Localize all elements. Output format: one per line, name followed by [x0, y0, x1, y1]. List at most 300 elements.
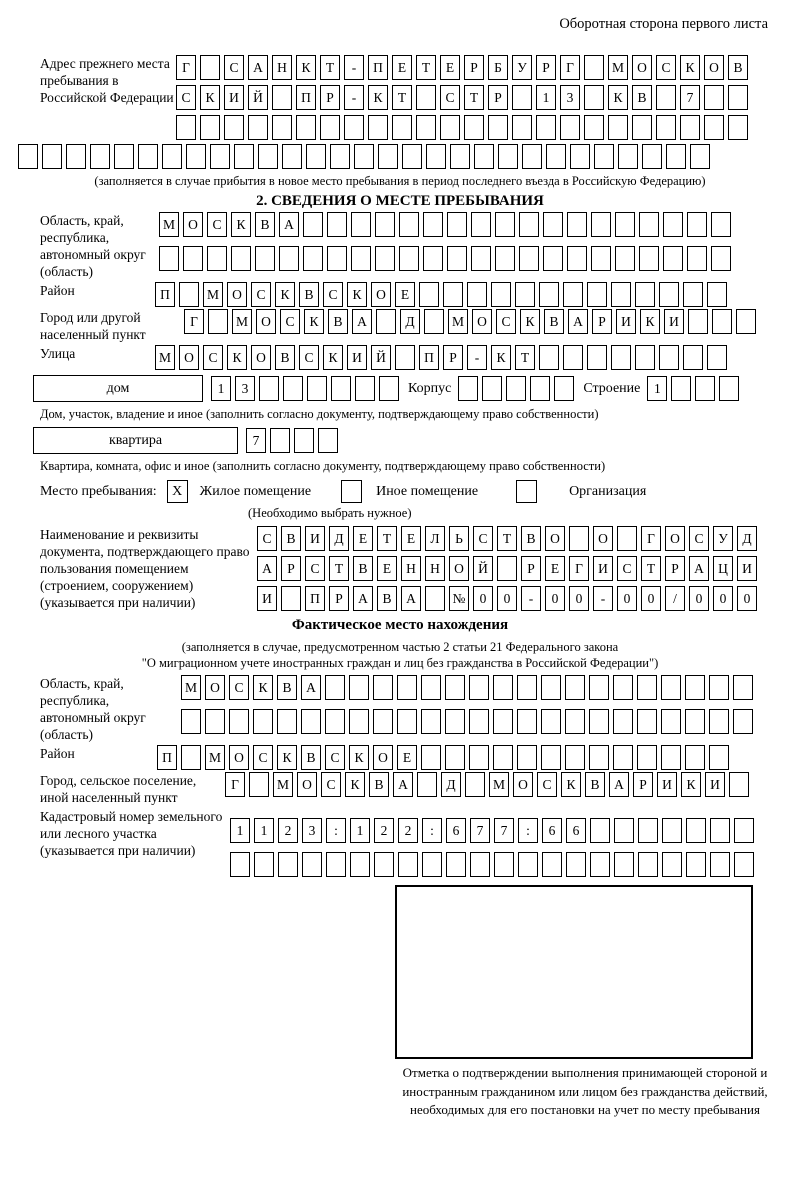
char-box[interactable]: [443, 282, 463, 307]
char-box[interactable]: [642, 144, 662, 169]
char-box[interactable]: О: [513, 772, 533, 797]
char-box[interactable]: [661, 709, 681, 734]
char-box[interactable]: Г: [225, 772, 245, 797]
char-box[interactable]: Г: [569, 556, 589, 581]
char-box[interactable]: [301, 709, 321, 734]
char-box[interactable]: С: [224, 55, 244, 80]
char-box[interactable]: О: [472, 309, 492, 334]
char-box[interactable]: А: [568, 309, 588, 334]
char-box[interactable]: С: [176, 85, 196, 110]
char-box[interactable]: [344, 115, 364, 140]
char-box[interactable]: 0: [497, 586, 517, 611]
char-box[interactable]: [258, 144, 278, 169]
char-box[interactable]: 3: [560, 85, 580, 110]
char-box[interactable]: Г: [560, 55, 580, 80]
char-box[interactable]: Н: [401, 556, 421, 581]
char-box[interactable]: С: [323, 282, 343, 307]
char-box[interactable]: О: [297, 772, 317, 797]
checkbox-inoe[interactable]: [341, 480, 362, 503]
char-box[interactable]: [495, 212, 515, 237]
char-box[interactable]: [282, 144, 302, 169]
char-box[interactable]: [399, 212, 419, 237]
char-box[interactable]: [350, 852, 370, 877]
char-box[interactable]: [567, 212, 587, 237]
char-box[interactable]: [397, 675, 417, 700]
char-box[interactable]: [445, 745, 465, 770]
char-box[interactable]: [687, 246, 707, 271]
char-box[interactable]: [690, 144, 710, 169]
char-box[interactable]: П: [155, 282, 175, 307]
char-box[interactable]: [278, 852, 298, 877]
char-box[interactable]: М: [155, 345, 175, 370]
char-box[interactable]: У: [512, 55, 532, 80]
char-box[interactable]: О: [449, 556, 469, 581]
char-box[interactable]: О: [665, 526, 685, 551]
char-box[interactable]: Д: [441, 772, 461, 797]
char-box[interactable]: С: [321, 772, 341, 797]
char-box[interactable]: [416, 85, 436, 110]
char-box[interactable]: [307, 376, 327, 401]
char-box[interactable]: [179, 282, 199, 307]
char-box[interactable]: [543, 246, 563, 271]
char-box[interactable]: М: [159, 212, 179, 237]
char-box[interactable]: В: [521, 526, 541, 551]
char-box[interactable]: [615, 246, 635, 271]
char-box[interactable]: С: [325, 745, 345, 770]
char-box[interactable]: [426, 144, 446, 169]
char-box[interactable]: Г: [184, 309, 204, 334]
char-box[interactable]: [662, 818, 682, 843]
char-box[interactable]: [541, 709, 561, 734]
char-box[interactable]: В: [275, 345, 295, 370]
char-box[interactable]: [327, 212, 347, 237]
char-box[interactable]: 0: [713, 586, 733, 611]
char-box[interactable]: К: [640, 309, 660, 334]
char-box[interactable]: [589, 675, 609, 700]
char-box[interactable]: [255, 246, 275, 271]
char-box[interactable]: К: [275, 282, 295, 307]
char-box[interactable]: [635, 345, 655, 370]
char-box[interactable]: [589, 709, 609, 734]
char-box[interactable]: [728, 115, 748, 140]
char-box[interactable]: [467, 282, 487, 307]
char-box[interactable]: И: [664, 309, 684, 334]
char-box[interactable]: [379, 376, 399, 401]
char-box[interactable]: Д: [329, 526, 349, 551]
char-box[interactable]: [42, 144, 62, 169]
char-box[interactable]: В: [301, 745, 321, 770]
char-box[interactable]: :: [422, 818, 442, 843]
char-box[interactable]: [254, 852, 274, 877]
char-box[interactable]: [497, 556, 517, 581]
char-box[interactable]: 1: [230, 818, 250, 843]
char-box[interactable]: Г: [176, 55, 196, 80]
char-box[interactable]: М: [203, 282, 223, 307]
char-box[interactable]: Й: [473, 556, 493, 581]
char-box[interactable]: В: [281, 526, 301, 551]
char-box[interactable]: [450, 144, 470, 169]
char-box[interactable]: [351, 212, 371, 237]
char-box[interactable]: А: [609, 772, 629, 797]
char-box[interactable]: [375, 246, 395, 271]
char-box[interactable]: Р: [464, 55, 484, 80]
char-box[interactable]: К: [345, 772, 365, 797]
char-box[interactable]: [512, 85, 532, 110]
char-box[interactable]: О: [632, 55, 652, 80]
char-box[interactable]: [685, 709, 705, 734]
char-box[interactable]: [686, 852, 706, 877]
char-box[interactable]: Т: [497, 526, 517, 551]
char-box[interactable]: В: [544, 309, 564, 334]
char-box[interactable]: [590, 852, 610, 877]
char-box[interactable]: 0: [689, 586, 709, 611]
char-box[interactable]: [522, 144, 542, 169]
char-box[interactable]: [465, 772, 485, 797]
char-box[interactable]: [563, 345, 583, 370]
char-box[interactable]: [248, 115, 268, 140]
char-box[interactable]: С: [251, 282, 271, 307]
char-box[interactable]: [688, 309, 708, 334]
char-box[interactable]: [464, 115, 484, 140]
char-box[interactable]: [680, 115, 700, 140]
char-box[interactable]: И: [657, 772, 677, 797]
char-box[interactable]: П: [296, 85, 316, 110]
char-box[interactable]: Р: [521, 556, 541, 581]
char-box[interactable]: Е: [377, 556, 397, 581]
char-box[interactable]: [565, 745, 585, 770]
char-box[interactable]: [493, 745, 513, 770]
char-box[interactable]: [686, 818, 706, 843]
char-box[interactable]: [707, 282, 727, 307]
char-box[interactable]: [663, 212, 683, 237]
char-box[interactable]: [591, 212, 611, 237]
char-box[interactable]: К: [296, 55, 316, 80]
char-box[interactable]: О: [205, 675, 225, 700]
char-box[interactable]: [395, 345, 415, 370]
char-box[interactable]: 3: [302, 818, 322, 843]
char-box[interactable]: [230, 852, 250, 877]
dom-box[interactable]: дом: [33, 375, 203, 402]
char-box[interactable]: [613, 709, 633, 734]
char-box[interactable]: А: [257, 556, 277, 581]
char-box[interactable]: С: [537, 772, 557, 797]
char-box[interactable]: [519, 246, 539, 271]
char-box[interactable]: О: [373, 745, 393, 770]
char-box[interactable]: [469, 745, 489, 770]
char-box[interactable]: [659, 282, 679, 307]
char-box[interactable]: О: [229, 745, 249, 770]
char-box[interactable]: Е: [353, 526, 373, 551]
char-box[interactable]: В: [277, 675, 297, 700]
char-box[interactable]: [234, 144, 254, 169]
char-box[interactable]: [482, 376, 502, 401]
char-box[interactable]: [419, 282, 439, 307]
char-box[interactable]: [425, 586, 445, 611]
char-box[interactable]: [445, 675, 465, 700]
char-box[interactable]: М: [448, 309, 468, 334]
char-box[interactable]: О: [256, 309, 276, 334]
char-box[interactable]: Т: [377, 526, 397, 551]
char-box[interactable]: [539, 282, 559, 307]
char-box[interactable]: [591, 246, 611, 271]
char-box[interactable]: [617, 526, 637, 551]
char-box[interactable]: Е: [397, 745, 417, 770]
char-box[interactable]: [186, 144, 206, 169]
char-box[interactable]: [272, 85, 292, 110]
char-box[interactable]: [398, 852, 418, 877]
char-box[interactable]: С: [229, 675, 249, 700]
char-box[interactable]: [656, 85, 676, 110]
char-box[interactable]: [399, 246, 419, 271]
char-box[interactable]: -: [593, 586, 613, 611]
char-box[interactable]: К: [680, 55, 700, 80]
char-box[interactable]: [422, 852, 442, 877]
char-box[interactable]: 0: [545, 586, 565, 611]
char-box[interactable]: К: [349, 745, 369, 770]
char-box[interactable]: -: [467, 345, 487, 370]
char-box[interactable]: 0: [569, 586, 589, 611]
char-box[interactable]: [711, 246, 731, 271]
char-box[interactable]: :: [518, 818, 538, 843]
char-box[interactable]: [200, 55, 220, 80]
char-box[interactable]: [354, 144, 374, 169]
char-box[interactable]: [661, 745, 681, 770]
char-box[interactable]: 7: [680, 85, 700, 110]
char-box[interactable]: [615, 212, 635, 237]
char-box[interactable]: К: [561, 772, 581, 797]
char-box[interactable]: Р: [320, 85, 340, 110]
char-box[interactable]: Е: [440, 55, 460, 80]
char-box[interactable]: [637, 709, 657, 734]
char-box[interactable]: [567, 246, 587, 271]
char-box[interactable]: [392, 115, 412, 140]
char-box[interactable]: [704, 115, 724, 140]
char-box[interactable]: [421, 675, 441, 700]
char-box[interactable]: Й: [371, 345, 391, 370]
char-box[interactable]: [707, 345, 727, 370]
char-box[interactable]: [662, 852, 682, 877]
char-box[interactable]: [447, 212, 467, 237]
char-box[interactable]: 1: [350, 818, 370, 843]
char-box[interactable]: [421, 709, 441, 734]
char-box[interactable]: [138, 144, 158, 169]
char-box[interactable]: [587, 345, 607, 370]
char-box[interactable]: О: [704, 55, 724, 80]
char-box[interactable]: О: [251, 345, 271, 370]
char-box[interactable]: [474, 144, 494, 169]
char-box[interactable]: С: [496, 309, 516, 334]
char-box[interactable]: 1: [647, 376, 667, 401]
char-box[interactable]: [445, 709, 465, 734]
char-box[interactable]: [709, 709, 729, 734]
char-box[interactable]: [368, 115, 388, 140]
char-box[interactable]: [378, 144, 398, 169]
kvartira-box[interactable]: квартира: [33, 427, 238, 454]
char-box[interactable]: [661, 675, 681, 700]
checkbox-zhiloe[interactable]: X: [167, 480, 188, 503]
char-box[interactable]: [447, 246, 467, 271]
char-box[interactable]: С: [440, 85, 460, 110]
char-box[interactable]: 1: [536, 85, 556, 110]
char-box[interactable]: [710, 852, 730, 877]
char-box[interactable]: [587, 282, 607, 307]
char-box[interactable]: В: [299, 282, 319, 307]
char-box[interactable]: [424, 309, 444, 334]
char-box[interactable]: [618, 144, 638, 169]
char-box[interactable]: Р: [592, 309, 612, 334]
char-box[interactable]: [320, 115, 340, 140]
char-box[interactable]: С: [689, 526, 709, 551]
char-box[interactable]: К: [231, 212, 251, 237]
char-box[interactable]: 0: [617, 586, 637, 611]
char-box[interactable]: И: [593, 556, 613, 581]
char-box[interactable]: [205, 709, 225, 734]
char-box[interactable]: [416, 115, 436, 140]
char-box[interactable]: [229, 709, 249, 734]
char-box[interactable]: [374, 852, 394, 877]
char-box[interactable]: 7: [470, 818, 490, 843]
char-box[interactable]: Ц: [713, 556, 733, 581]
char-box[interactable]: И: [224, 85, 244, 110]
char-box[interactable]: [584, 115, 604, 140]
char-box[interactable]: [729, 772, 749, 797]
char-box[interactable]: М: [489, 772, 509, 797]
char-box[interactable]: О: [545, 526, 565, 551]
char-box[interactable]: Р: [281, 556, 301, 581]
char-box[interactable]: [421, 745, 441, 770]
char-box[interactable]: [440, 115, 460, 140]
char-box[interactable]: [302, 852, 322, 877]
char-box[interactable]: [176, 115, 196, 140]
char-box[interactable]: [683, 282, 703, 307]
char-box[interactable]: [685, 745, 705, 770]
char-box[interactable]: 1: [211, 376, 231, 401]
char-box[interactable]: [709, 675, 729, 700]
char-box[interactable]: Е: [545, 556, 565, 581]
char-box[interactable]: 2: [374, 818, 394, 843]
char-box[interactable]: А: [248, 55, 268, 80]
char-box[interactable]: Е: [395, 282, 415, 307]
char-box[interactable]: [683, 345, 703, 370]
char-box[interactable]: Т: [329, 556, 349, 581]
char-box[interactable]: [710, 818, 730, 843]
char-box[interactable]: [90, 144, 110, 169]
char-box[interactable]: [423, 212, 443, 237]
char-box[interactable]: К: [347, 282, 367, 307]
char-box[interactable]: [253, 709, 273, 734]
char-box[interactable]: [296, 115, 316, 140]
char-box[interactable]: У: [713, 526, 733, 551]
char-box[interactable]: Т: [464, 85, 484, 110]
char-box[interactable]: 3: [235, 376, 255, 401]
char-box[interactable]: [570, 144, 590, 169]
char-box[interactable]: [224, 115, 244, 140]
char-box[interactable]: [417, 772, 437, 797]
char-box[interactable]: [259, 376, 279, 401]
char-box[interactable]: 7: [246, 428, 266, 453]
char-box[interactable]: [518, 852, 538, 877]
char-box[interactable]: [210, 144, 230, 169]
char-box[interactable]: [162, 144, 182, 169]
char-box[interactable]: Н: [272, 55, 292, 80]
char-box[interactable]: [325, 709, 345, 734]
char-box[interactable]: М: [181, 675, 201, 700]
char-box[interactable]: [318, 428, 338, 453]
char-box[interactable]: [614, 852, 634, 877]
char-box[interactable]: 0: [473, 586, 493, 611]
char-box[interactable]: [639, 212, 659, 237]
char-box[interactable]: [506, 376, 526, 401]
char-box[interactable]: [181, 745, 201, 770]
char-box[interactable]: [231, 246, 251, 271]
char-box[interactable]: [734, 818, 754, 843]
char-box[interactable]: [712, 309, 732, 334]
char-box[interactable]: [283, 376, 303, 401]
char-box[interactable]: К: [608, 85, 628, 110]
char-box[interactable]: Д: [737, 526, 757, 551]
char-box[interactable]: 6: [542, 818, 562, 843]
char-box[interactable]: /: [665, 586, 685, 611]
char-box[interactable]: Р: [665, 556, 685, 581]
char-box[interactable]: Д: [400, 309, 420, 334]
char-box[interactable]: Б: [488, 55, 508, 80]
char-box[interactable]: С: [280, 309, 300, 334]
char-box[interactable]: [638, 852, 658, 877]
char-box[interactable]: [249, 772, 269, 797]
char-box[interactable]: [536, 115, 556, 140]
char-box[interactable]: В: [353, 556, 373, 581]
char-box[interactable]: [733, 675, 753, 700]
char-box[interactable]: [355, 376, 375, 401]
char-box[interactable]: [663, 246, 683, 271]
char-box[interactable]: 2: [398, 818, 418, 843]
char-box[interactable]: 6: [446, 818, 466, 843]
char-box[interactable]: В: [585, 772, 605, 797]
char-box[interactable]: А: [279, 212, 299, 237]
char-box[interactable]: С: [257, 526, 277, 551]
char-box[interactable]: П: [368, 55, 388, 80]
char-box[interactable]: В: [255, 212, 275, 237]
char-box[interactable]: К: [304, 309, 324, 334]
char-box[interactable]: [495, 246, 515, 271]
char-box[interactable]: В: [377, 586, 397, 611]
char-box[interactable]: [376, 309, 396, 334]
char-box[interactable]: [685, 675, 705, 700]
char-box[interactable]: [566, 852, 586, 877]
char-box[interactable]: [541, 675, 561, 700]
char-box[interactable]: И: [737, 556, 757, 581]
char-box[interactable]: [719, 376, 739, 401]
char-box[interactable]: Т: [320, 55, 340, 80]
char-box[interactable]: [565, 675, 585, 700]
char-box[interactable]: Р: [488, 85, 508, 110]
char-box[interactable]: Й: [248, 85, 268, 110]
char-box[interactable]: К: [200, 85, 220, 110]
char-box[interactable]: [279, 246, 299, 271]
char-box[interactable]: [517, 675, 537, 700]
char-box[interactable]: [711, 212, 731, 237]
char-box[interactable]: В: [328, 309, 348, 334]
char-box[interactable]: [491, 282, 511, 307]
char-box[interactable]: [632, 115, 652, 140]
char-box[interactable]: [423, 246, 443, 271]
char-box[interactable]: [671, 376, 691, 401]
char-box[interactable]: Р: [443, 345, 463, 370]
char-box[interactable]: [207, 246, 227, 271]
char-box[interactable]: М: [273, 772, 293, 797]
char-box[interactable]: М: [232, 309, 252, 334]
char-box[interactable]: -: [344, 85, 364, 110]
